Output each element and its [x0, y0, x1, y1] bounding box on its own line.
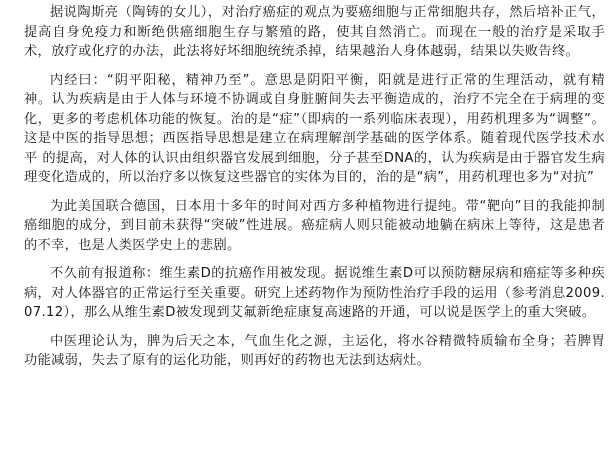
paragraph-5: 中医理论认为，脾为后天之本，气血生化之源，主运化，将水谷精微特质输布全身；若脾胃功能减弱，失去了原有的运化功能，则再好的药物也无法到达病灶。	[24, 333, 605, 368]
paragraph-3: 为此美国联合德国，日本用十多年的时间对西方多种植物进行提纯。带“靶向”目的我能抑制癌细胞的成分，到目前未获得“突破”性进展。癌症病人则只能被动地躺在病床上等待，这是患者的不幸，也是人类医学史上的悲剧。	[24, 198, 605, 253]
paragraph-1: 据说陶斯亮（陶铸的女儿），对治疗癌症的观点为要癌细胞与正常细胞共存，然后培补正气，提高自身免疫力和断绝供癌细胞生存与繁殖的路，使其自然消亡。而现在一般的治疗是采取手术，放疗或化疗的办法，此法将好坏细胞统统杀掉，结果越治人身体越弱，结果以失败告终。	[24, 5, 605, 59]
paragraph-4: 不久前有报道称：维生素D的抗癌作用被发现。据说维生素D可以预防糖尿病和癌症等多种疾病，对人体器官的正常运行至关重要。研究上述药物作为预防性治疗手段的运用（参考消息2009.07.12），那么从维生素D被发现到艾氟新绝症康复高速路的开通，可以说是医学上的重大突破。	[24, 266, 605, 320]
paragraph-2: 内经曰：“阴平阳秘，精神乃至”。意思是阴阳平衡，阳就是进行正常的生理活动，就有精神。认为疾病是由于人体与环境不协调或自身脏腑间失去平衡造成的，治疗不完全在于病理的变化，更多的考虑机体功能的恢复。治的是“症”（即病的一系列临床表现），用药机理多为“调整”。这是中医的指导思想；西医指导思想是建立在病理解剖学基础的医学体系。随着现代医学技术水平 的提高，对人体的认识由组织器官发展到细胞，分子甚至DNA的，认为疾病是由于器官发生病理变化造成的，所以治疗多以恢复这些器官的实体为目的，治的是“病”，用药机理也多为“对抗”	[24, 72, 605, 185]
